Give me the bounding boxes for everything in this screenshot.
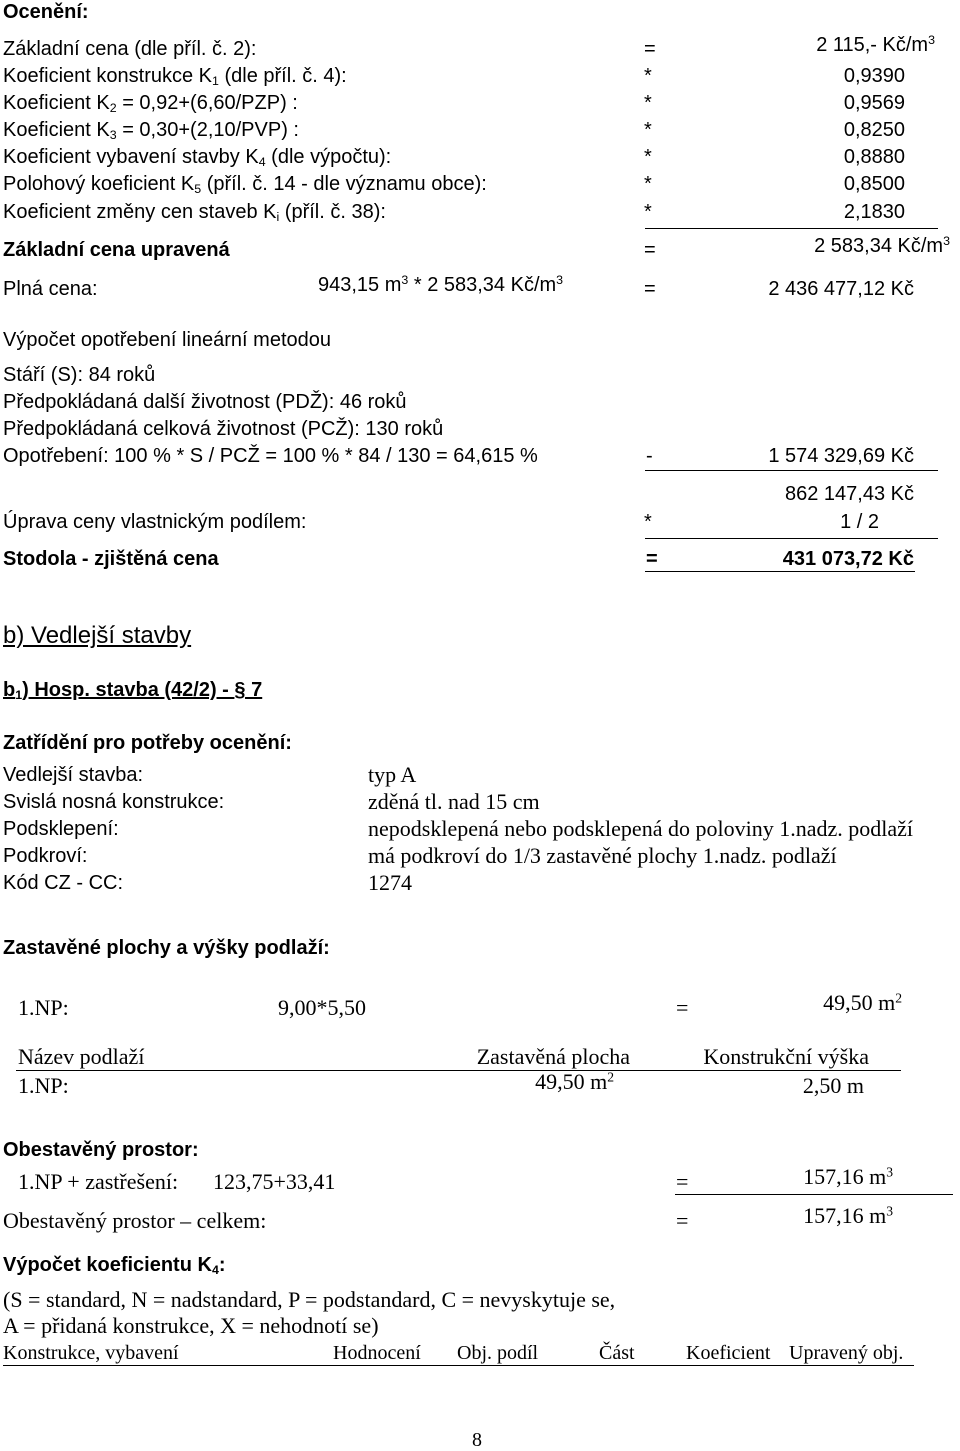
calc-row-value: 2 115,- $Kč/m^3$: [816, 33, 935, 56]
calc-row-op: *: [644, 173, 652, 195]
calc-row-value: 0,9390: [843, 65, 905, 87]
classification-value: má podkroví do 1/3 zastavěné plochy 1.nadz. podlaží: [368, 843, 837, 868]
adjusted-price-label: Základní cena upravená: [3, 239, 230, 261]
calc-row-op: *: [644, 201, 652, 223]
volume-underline: [675, 1194, 953, 1195]
full-price-value: 2 436 477,12 Kč: [768, 278, 914, 300]
classification-label: Kód CZ - CC:: [3, 872, 124, 894]
volume-row-value: 157,16 $m^3$: [803, 1164, 893, 1189]
wear-value: 1 574 329,69 Kč: [768, 445, 914, 467]
calc-row-value: 2,1830: [843, 201, 905, 223]
k4-table-header: Konstrukce, vybavení: [3, 1342, 179, 1364]
k4-legend: A = přidaná konstrukce, X = nehodnotí se): [3, 1313, 379, 1338]
volume-row-op: =: [676, 1169, 689, 1194]
areas-table-rule: [16, 1070, 901, 1071]
k4-title: Výpočet koeficientu $K_4$:: [3, 1254, 226, 1278]
section-title: Ocenění:: [3, 1, 89, 23]
classification-value: nepodsklepená nebo podsklepená do poloviny 1.nadz. podlaží: [368, 816, 913, 841]
depreciation-title: Výpočet opotřebení lineární metodou: [3, 329, 331, 351]
k4-legend: (S = standard, N = nadstandard, P = podstandard, C = nevyskytuje se,: [3, 1287, 616, 1312]
calc-row-value: 0,8500: [843, 173, 905, 195]
result-underline: [645, 571, 915, 572]
calc-row-op: *: [644, 146, 652, 168]
classification-label: Vedlejší stavba:: [3, 764, 144, 786]
adjusted-price-value: 2 583,34 $Kč/m^3$: [814, 234, 950, 257]
result-label: Stodola - zjištěná cena: [3, 548, 219, 570]
share-underline: [645, 538, 938, 539]
classification-value: 1274: [368, 870, 412, 895]
paragraph-icon: §: [234, 679, 246, 701]
classification-label: Podsklepení:: [3, 818, 119, 840]
full-price-formula: 943,15 $m^3 * 2$ 583,34 $Kč/m^3$: [318, 273, 564, 296]
areas-table-cell: 2,50 m: [802, 1073, 864, 1098]
share-value: 1 / 2: [840, 511, 879, 533]
calc-row-label: Koeficient $K_2 = 0,92+(6,60/PZP)$ :: [3, 92, 298, 116]
areas-table-cell: 1.NP:: [18, 1073, 69, 1098]
volume-total-label: Obestavěný prostor – celkem:: [3, 1208, 267, 1233]
calc-row-label: Polohový koeficient $K_5$ (příl. č. 14 - dle významu obce):: [3, 173, 487, 197]
calc-row-value: 0,9569: [843, 92, 905, 114]
classification-value: typ A: [368, 762, 417, 787]
sum-underline: [645, 228, 938, 229]
calc-row-label: Koeficient změny cen staveb $K_i$ (příl. č. 38):: [3, 201, 386, 225]
k4-table-rule: [3, 1365, 914, 1366]
areas-table-header: Název podlaží: [18, 1044, 145, 1069]
calc-row-value: 0,8250: [843, 119, 905, 141]
calc-row-op: *: [644, 119, 652, 141]
full-price-label: Plná cena:: [3, 278, 98, 300]
volume-total-op: =: [676, 1208, 689, 1233]
areas-title: Zastavěné plochy a výšky podlaží:: [3, 937, 330, 959]
calc-row-value: 0,8880: [843, 146, 905, 168]
areas-table-header: Konstrukční výška: [703, 1044, 869, 1069]
result-value: 431 073,72 Kč: [782, 548, 914, 570]
section-b-title: b) Vedlejší stavby: [3, 622, 192, 649]
classification-label: Podkroví:: [3, 845, 88, 867]
share-label: Úprava ceny vlastnickým podílem:: [3, 511, 307, 533]
calc-row-label: Základní cena (dle příl. č. 2):: [3, 38, 257, 60]
volume-row-formula: 123,75+33,41: [213, 1169, 336, 1194]
volume-total-value: 157,16 $m^3$: [803, 1203, 893, 1228]
areas-table-cell: 49,50 $m^2$: [535, 1069, 614, 1094]
volume-title: Obestavěný prostor:: [3, 1139, 199, 1161]
areas-row-label: 1.NP:: [18, 995, 69, 1020]
section-b-subtitle: $b_1$) Hosp. stavba (42/2) - § 7: [3, 679, 263, 703]
areas-row-formula: 9,00*5,50: [278, 995, 366, 1020]
k4-table-header: Část: [599, 1342, 635, 1364]
wear-op: -: [646, 445, 653, 467]
calc-row-label: Koeficient $K_3 = 0,30+(2,10/PVP)$ :: [3, 119, 299, 143]
depreciation-total: Předpokládaná celková životnost (PCŽ): 130 roků: [3, 418, 444, 440]
volume-row-label: 1.NP + zastřešení:: [18, 1169, 179, 1194]
depreciation-remaining: Předpokládaná další životnost (PDŽ): 46 roků: [3, 391, 407, 413]
result-op: =: [646, 548, 658, 570]
share-op: *: [644, 511, 652, 533]
depreciation-age: Stáří (S): 84 roků: [3, 364, 156, 386]
calc-row-op: *: [644, 65, 652, 87]
areas-table-header: Zastavěná plocha: [476, 1044, 630, 1069]
calc-row-op: =: [644, 38, 656, 60]
k4-table-header: Upravený obj.: [789, 1342, 904, 1364]
calc-row-label: Koeficient vybavení stavby $K_4$ (dle výpočtu):: [3, 146, 392, 170]
calc-row-op: *: [644, 92, 652, 114]
subtotal-value: 862 147,43 Kč: [785, 483, 914, 505]
adjusted-price-op: =: [644, 239, 656, 261]
page-number: 8: [472, 1429, 482, 1451]
classification-value: zděná tl. nad 15 cm: [368, 789, 540, 814]
calc-row-label: Koeficient konstrukce $K_1$ (dle příl. č. 4):: [3, 65, 347, 89]
full-price-op: =: [644, 278, 656, 300]
areas-row-value: 49,50 $m^2$: [823, 990, 902, 1015]
wear-label: Opotřebení: 100 % * S / PCŽ = 100 % * 84 / 130 = 64,615 %: [3, 445, 538, 467]
k4-table-header: Koeficient: [686, 1342, 771, 1364]
k4-table-header: Hodnocení: [333, 1342, 421, 1364]
areas-row-op: =: [676, 995, 689, 1020]
classification-label: Svislá nosná konstrukce:: [3, 791, 225, 813]
classification-title: Zatřídění pro potřeby ocenění:: [3, 732, 292, 754]
wear-underline: [645, 470, 938, 471]
k4-table-header: Obj. podíl: [457, 1342, 539, 1364]
